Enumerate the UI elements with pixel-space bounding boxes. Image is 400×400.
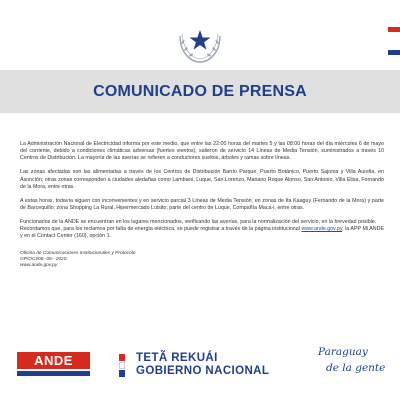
paragraph-3: A estas horas, todavía siguen con inconvenientes y en servicio parcial 3 Líneas de Media Tensión, en zonas de Ita Kaaguy (Fernando de la Mora) y parte de Barcequillo; zona Shopping La Rural, Hipermercado Luisito; parte del centro de Luque, Compañía Maca-i, entre otras. — [20, 197, 384, 212]
flag-stripe-red — [388, 27, 400, 32]
ande-logo-label: ANDE — [17, 352, 90, 369]
paragraph-4-tail: , la APP Mi ANDE y en el Contact Center (160), opción 1. — [20, 226, 384, 240]
government-logo-text — [136, 352, 269, 378]
ande-website-link[interactable]: www.ande.gov.py — [301, 226, 343, 233]
slogan-line2: de la gente — [326, 362, 386, 374]
gov-line-spanish: GOBIERNO NACIONAL — [136, 365, 270, 377]
slogan-line1: Paraguay — [318, 346, 368, 358]
press-release-body — [20, 141, 384, 269]
header-band — [0, 70, 400, 113]
paragraph-4-line1: Funcionarios de la ANDE se encuentran en los lugares mencionados, verificando las averías, para la normalización del servicio, en la brevedad posible. — [20, 219, 377, 226]
government-flag-icon — [119, 354, 133, 376]
paragraph-1: La Administración Nacional de Electricidad informa por este medio, que entre las 22:00 horas del martes 5 y las 08:00 horas del día miércoles 6 de mayo del corriente, debido a condiciones climáticas adversas (fuertes vientos), salieron de servicio 14 Líneas de Media Tensión, suministrados a través 10 Centros de Distribución. La mayoría de las averías se refieren a conductores sueltos, árboles y ramas sobre líneas. — [20, 141, 384, 162]
gov-line-guarani: TETÃ REKUÁI — [136, 352, 218, 364]
paragraph-4-line2: Recordamos que, para los reclamos por falta de energía eléctrica, se puede registrar a través de la página institucional — [20, 226, 300, 233]
signature-website: www.ande.gov.py — [20, 262, 58, 268]
paragraph-2: Las zonas afectadas son las alimentadas a través de los Centros de Distribución Barrio Parque, Puerto Botánico, Puerto Sajonia y Villa Aurelia, en Asunción; otras zonas corresponden a ciudades aledañas como Lambaré, Luque, San Lorenzo, Mariano Roque Alonso, San Antonio, Villa Elisa, Fernando de la Mora, entre otras. — [20, 169, 384, 190]
flag-stripe-blue — [388, 50, 400, 55]
signature-block — [20, 251, 384, 269]
ande-logo-bar — [17, 371, 90, 376]
paragraph-4 — [20, 219, 384, 241]
signature-reference: GP/OCI/06- 05– 2020 — [20, 256, 67, 262]
ande-logo — [17, 352, 90, 376]
slogan-logo — [316, 344, 386, 384]
national-seal-icon — [172, 12, 228, 68]
page-title: COMUNICADO DE PRENSA — [93, 82, 307, 100]
signature-office: Oficina de Comunicaciones Institucionales y Protocolo — [20, 250, 136, 256]
